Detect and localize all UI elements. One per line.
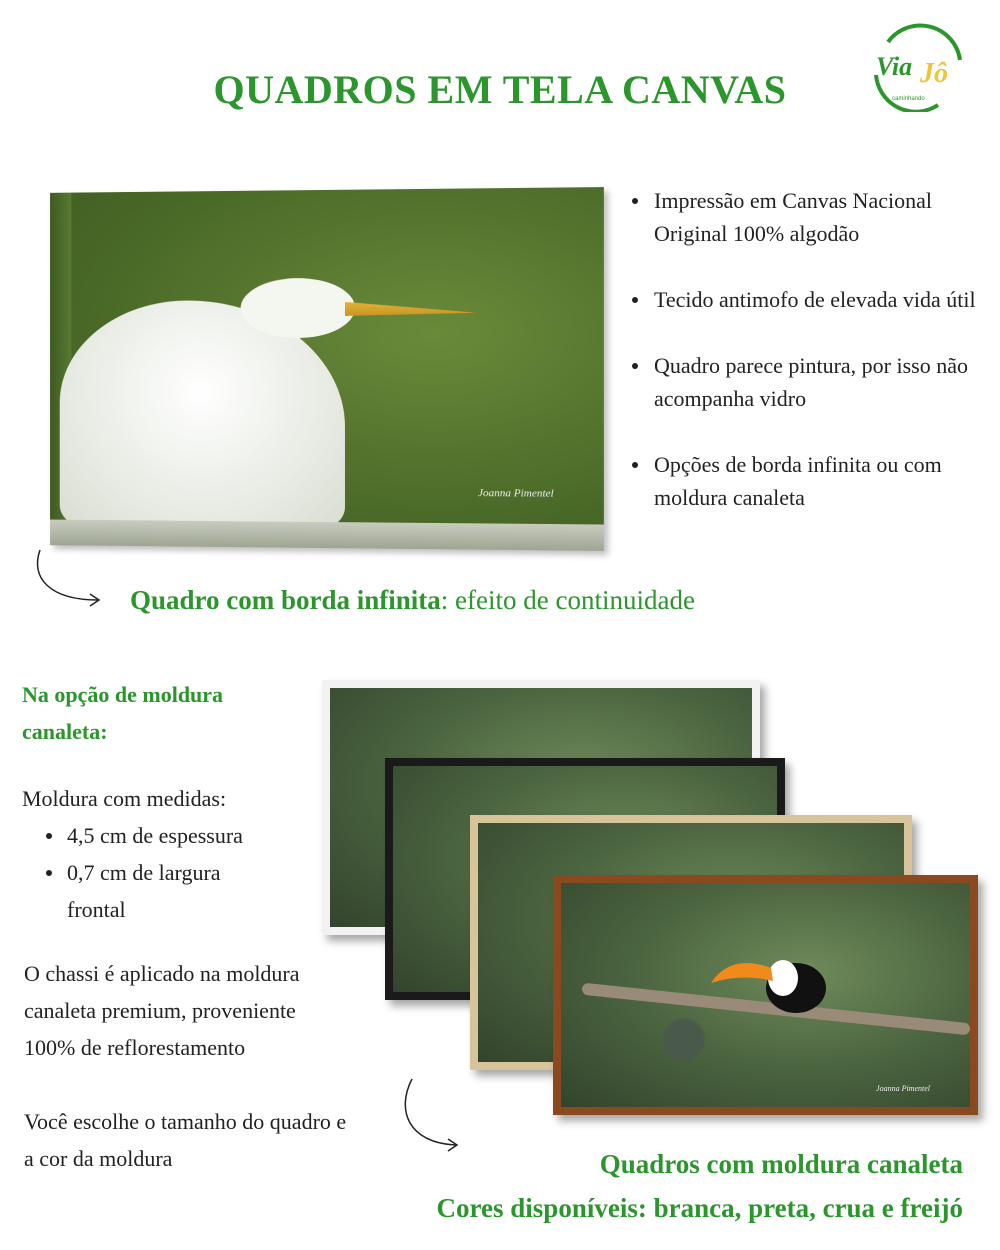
page-title: QUADROS EM TELA CANVAS <box>213 67 787 112</box>
choose-paragraph: Você escolhe o tamanho do quadro e a cor da moldura <box>24 1109 347 1171</box>
measure-item: 4,5 cm de espessura <box>22 817 252 854</box>
colors-available: Cores disponíveis: branca, preta, crua e freijó <box>436 1193 963 1223</box>
moldura-caption <box>437 1142 963 1230</box>
curved-arrow-icon <box>30 548 105 610</box>
signature: Joanna Pimentel <box>876 1084 930 1093</box>
egret-head <box>241 278 355 338</box>
borda-infinita-caption <box>130 585 695 616</box>
moldura-caption-line1: Quadros com moldura canaleta <box>599 1149 963 1179</box>
features-list <box>630 184 995 547</box>
freijo-frame-canvas <box>553 875 978 1115</box>
caption-bold: Quadro com borda infinita <box>130 585 441 615</box>
egret-beak <box>345 301 476 316</box>
feature-item: Impressão em Canvas Nacional Original 100% algodão <box>630 184 995 250</box>
moldura-heading: Na opção de moldura canaleta: <box>22 682 224 744</box>
measures-label: Moldura com medidas: <box>22 786 227 811</box>
svg-text:Via: Via <box>876 52 913 81</box>
feature-item: Opções de borda infinita ou com moldura canaleta <box>630 448 995 514</box>
moldura-info <box>22 676 312 928</box>
signature: Joanna Pimentel <box>478 487 554 500</box>
feature-item: Tecido antimofo de elevada vida útil <box>630 283 995 316</box>
chassi-paragraph: O chassi é aplicado na moldura canaleta premium, proveniente 100% de reflorestamento <box>24 961 300 1060</box>
egret-canvas-image <box>50 187 604 551</box>
svg-text:caminhando: caminhando <box>892 96 925 102</box>
caption-rest: : efeito de continuidade <box>440 585 695 615</box>
svg-text:Jô: Jô <box>920 58 948 89</box>
measure-item: 0,7 cm de largura frontal <box>22 854 252 928</box>
feature-item: Quadro parece pintura, por isso não acompanha vidro <box>630 349 995 415</box>
viajo-logo <box>868 20 964 112</box>
toucan-image <box>711 943 831 1018</box>
